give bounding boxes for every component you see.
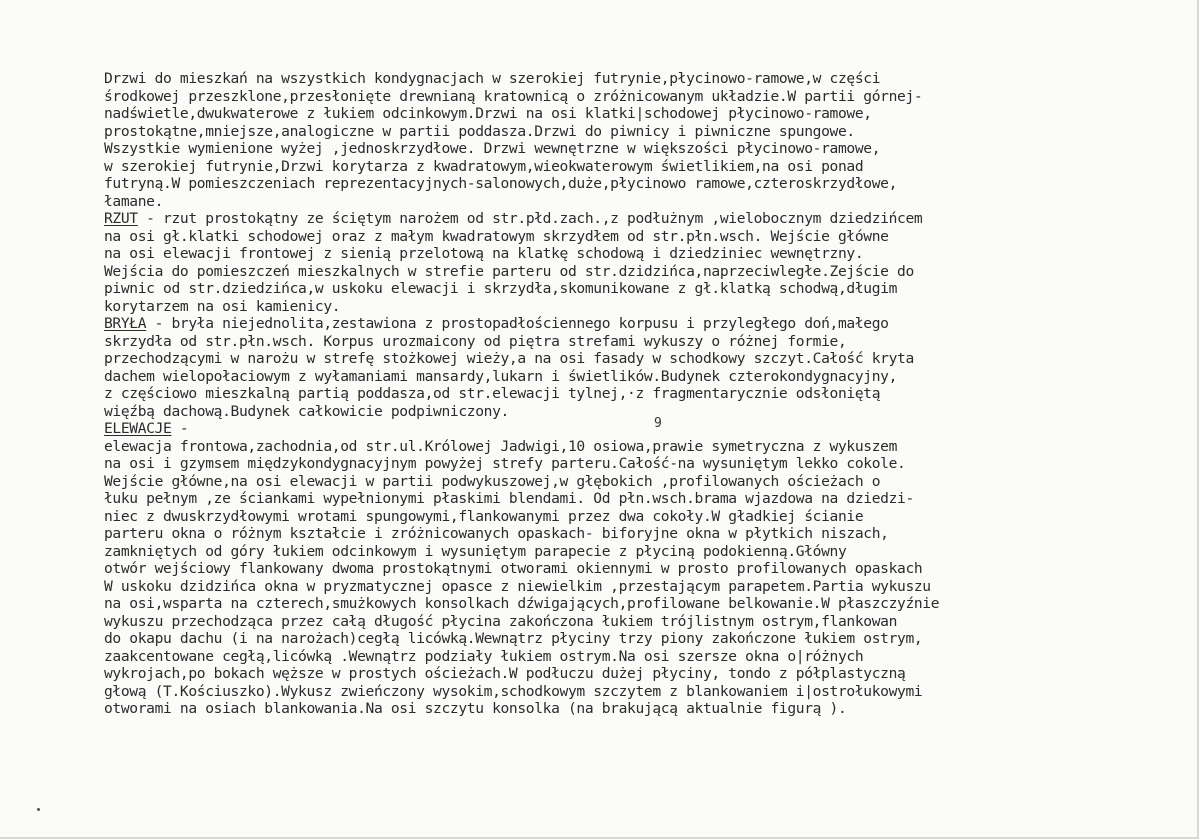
text-line bbox=[104, 700, 1114, 718]
text-line bbox=[104, 123, 1114, 141]
text-line bbox=[104, 490, 1114, 508]
text-line bbox=[104, 158, 1114, 176]
text-line bbox=[104, 368, 1114, 386]
line-text: parteru okna o różnym kształcie i zróżnicowanych opaskach- biforyjne okna w płytkich niszach, bbox=[104, 525, 889, 542]
typed-text-body bbox=[104, 70, 1114, 718]
line-text: wykrojach,po bokach węższe w prostych ościeżach.W podłuczu dużej płyciny, tondo z półplastyczną bbox=[104, 665, 906, 682]
text-line bbox=[104, 70, 1114, 88]
paper-speck bbox=[37, 808, 40, 811]
line-text: - bbox=[171, 420, 189, 437]
text-line bbox=[104, 630, 1114, 648]
line-text: otworami na osiach blankowania.Na osi szczytu konsolka (na brakującą aktualnie figurą ). bbox=[104, 700, 847, 717]
line-text: przechodzącymi w narożu w strefę stożkowej wieży,a na osi fasady w schodkowy szczyt.Całość kryta bbox=[104, 350, 914, 367]
text-line bbox=[104, 665, 1114, 683]
text-line bbox=[104, 473, 1114, 491]
line-text: z częściowo mieszkalną partią poddasza,od str.elewacji tylnej,·z fragmentarycznie odsłoniętą bbox=[104, 385, 881, 402]
line-text: otwór wejściowy flankowany dwoma prostokątnymi otworami okiennymi w prosto profilowanych opaskach bbox=[104, 560, 923, 577]
line-text: środkowej przeszklone,przesłonięte drewnianą kratownicą o zróżnicowanym układzie.W partii górnej- bbox=[104, 87, 923, 105]
text-line bbox=[104, 385, 1114, 403]
line-text: zamkniętych od góry łukiem odcinkowym i wysuniętym parapecie z płyciną podokienną.Główny bbox=[104, 542, 847, 560]
line-text: zaakcentowane cegłą,licówką .Wewnątrz podziały łukiem ostrym.Na osi szersze okna o|różnych bbox=[104, 647, 864, 665]
text-line bbox=[104, 175, 1114, 193]
line-text: w szerokiej futrynie,Drzwi korytarza z kwadratowym,wieokwaterowym świetlikiem,na osi ponad bbox=[104, 157, 864, 175]
line-text: futryną.W pomieszczeniach reprezentacyjnych-salonowych,duże,płycinowo ramowe,czteroskrzydłowe, bbox=[104, 175, 898, 192]
line-text: do okapu dachu (i na narożach)cegłą licówką.Wewnątrz płyciny trzy piony zakończone łukiem ostrym, bbox=[104, 630, 923, 647]
text-line bbox=[104, 210, 1114, 228]
text-line bbox=[104, 105, 1114, 123]
section-heading: RZUT bbox=[104, 210, 138, 227]
line-text: skrzydła od str.płn.wsch. Korpus urozmaicony od piętra strefami wykuszy o różnej formie, bbox=[104, 332, 847, 350]
handwritten-correction: 9 bbox=[654, 416, 662, 431]
line-text: Drzwi do mieszkań na wszystkich kondygnacjach w szerokiej futrynie,płycinowo-ramowe,w części bbox=[104, 70, 881, 87]
line-text: - bryła niejednolita,zestawiona z prostopadłościennego korpusu i przyległego doń,małego bbox=[146, 315, 889, 332]
text-line bbox=[104, 315, 1114, 333]
text-line bbox=[104, 578, 1114, 596]
text-line bbox=[104, 508, 1114, 526]
text-line bbox=[104, 525, 1114, 543]
line-text: na osi gł.klatki schodowej oraz z małym kwadratowym skrzydłem od str.płn.wsch. Wejście główne bbox=[104, 227, 889, 245]
section-heading: BRYŁA bbox=[104, 315, 147, 332]
text-line bbox=[104, 560, 1114, 578]
section-heading: ELEWACJE bbox=[104, 420, 172, 437]
line-text: elewacja frontowa,zachodnia,od str.ul.Królowej Jadwigi,10 osiowa,prawie symetryczna z wykuszem bbox=[104, 437, 898, 455]
text-line bbox=[104, 613, 1114, 631]
line-text: niec z dwuskrzydłowymi wrotami spungowymi,flankowanymi przez dwa cokoły.W gładkiej ścianie bbox=[104, 507, 864, 525]
line-text: głową (T.Kościuszko).Wykusz zwieńczony wysokim,schodkowym szczytem z blankowaniem i|ostrołukowymi bbox=[104, 682, 923, 700]
line-text: nadświetle,dwukwaterowe z łukiem odcinkowym.Drzwi na osi klatki|schodowej płycinowo-ramowe, bbox=[104, 105, 872, 122]
text-line bbox=[104, 403, 1114, 421]
line-text: - rzut prostokątny ze ściętym narożem od str.płd.zach.,z podłużnym ,wielobocznym dziedzińcem bbox=[137, 210, 923, 227]
line-text: W uskoku dzidzińca okna w pryzmatycznej opasce z niewielkim ,przestającym parapetem.Partia wykuszu bbox=[104, 577, 931, 595]
text-line bbox=[104, 438, 1114, 456]
text-line bbox=[104, 595, 1114, 613]
text-line bbox=[104, 543, 1114, 561]
line-text: dachem wielopołaciowym z wyłamaniami mansardy,lukarn i świetlików.Budynek czterokondygnacyjny, bbox=[104, 367, 898, 385]
text-line bbox=[104, 298, 1114, 316]
text-line bbox=[104, 193, 1114, 211]
text-line bbox=[104, 280, 1114, 298]
text-line bbox=[104, 455, 1114, 473]
line-text: Wejście główne,na osi elewacji w partii podwykuszowej,w głębokich ,profilowanych ościeżach o bbox=[104, 472, 881, 490]
text-line bbox=[104, 88, 1114, 106]
line-text: na osi elewacji frontowej z sienią przelotową na klatkę schodową i dziedziniec wewnętrzny. bbox=[104, 245, 864, 262]
line-text: wykuszu przechodząca przez całą długość płycina zakończona łukiem trójlistnym ostrym,flankowan bbox=[104, 612, 898, 630]
line-text: piwnic od str.dziedzińca,w uskoku elewacji i skrzydła,skomunikowane z gł.klatką schodwą,długim bbox=[104, 280, 898, 297]
line-text: prostokątne,mniejsze,analogiczne w partii poddasza.Drzwi do piwnicy i piwniczne spungowe. bbox=[104, 122, 855, 140]
line-text: łamane. bbox=[104, 192, 164, 210]
text-line bbox=[104, 683, 1114, 701]
text-line bbox=[104, 228, 1114, 246]
text-line bbox=[104, 350, 1114, 368]
line-text: więźbą dachową.Budynek całkowicie podpiwniczony. bbox=[104, 402, 509, 420]
text-line bbox=[104, 263, 1114, 281]
text-line bbox=[104, 245, 1114, 263]
text-line bbox=[104, 140, 1114, 158]
text-line bbox=[104, 648, 1114, 666]
text-line bbox=[104, 333, 1114, 351]
line-text: Wejścia do pomieszczeń mieszkalnych w strefie parteru od str.dzidzińca,naprzeciwległe.Zejście do bbox=[104, 262, 914, 280]
line-text: na osi,wsparta na czterech,smużkowych konsolkach dźwigających,profilowane belkowanie.W płaszczyźnie bbox=[104, 595, 940, 612]
line-text: korytarzem na osi kamienicy. bbox=[104, 297, 341, 315]
line-text: Wszystkie wymienione wyżej ,jednoskrzydłowe. Drzwi wewnętrzne w większości płycinowo-ramowe, bbox=[104, 140, 881, 157]
text-line bbox=[104, 420, 1114, 438]
line-text: łuku pełnym ,ze ściankami wypełnionymi płaskimi blendami. Od płn.wsch.brama wjazdowa na dziedzi- bbox=[104, 490, 914, 507]
line-text: na osi i gzymsem międzykondygnacyjnym powyżej strefy parteru.Całość-na wysuniętym lekko cokole. bbox=[104, 455, 906, 472]
